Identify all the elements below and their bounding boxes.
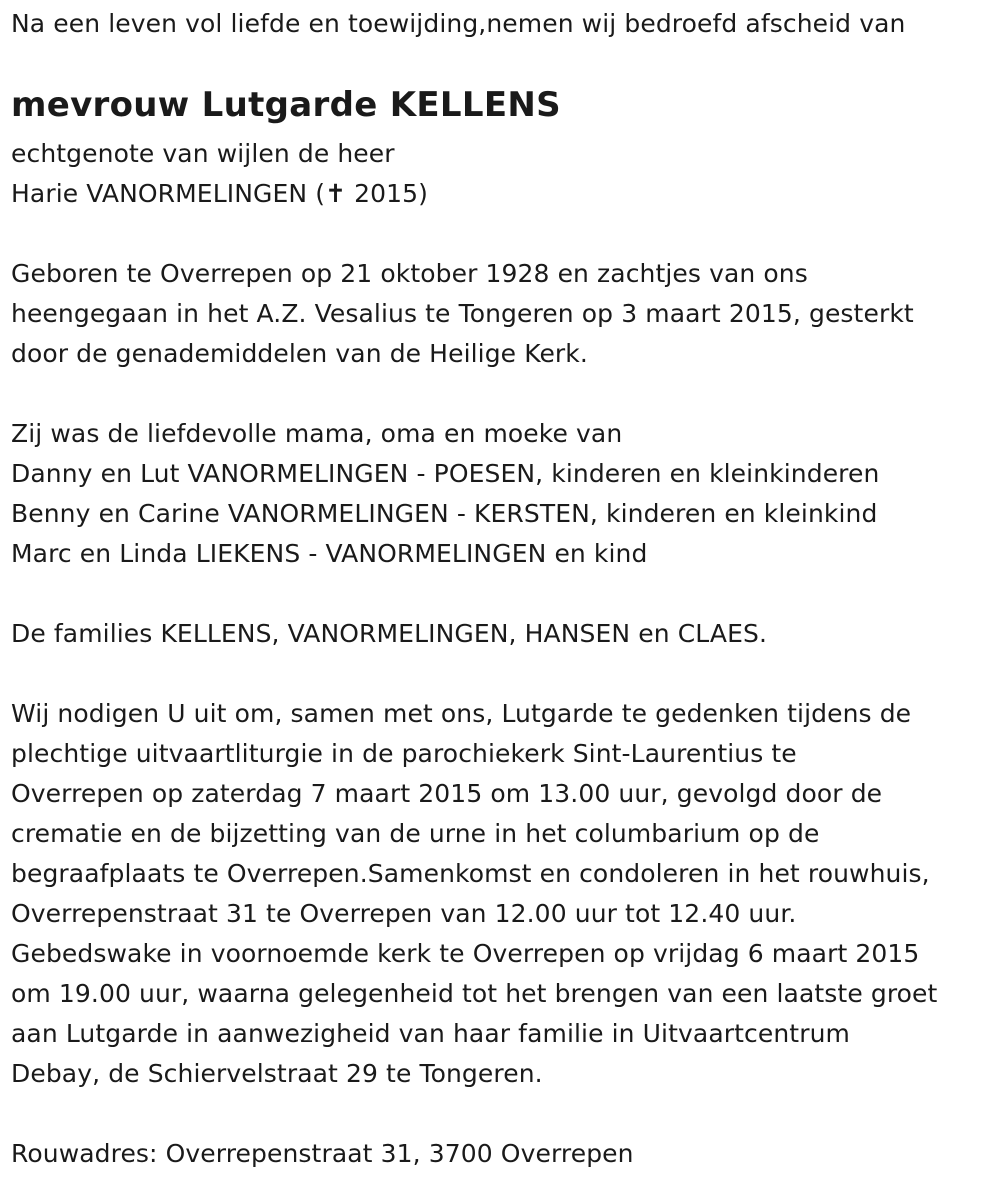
invitation-line: Debay, de Schiervelstraat 29 te Tongeren. <box>11 1059 543 1088</box>
invitation-line: om 19.00 uur, waarna gelegenheid tot het brengen van een laatste groet <box>11 979 938 1008</box>
birth-line: heengegaan in het A.Z. Vesalius te Tongeren op 3 maart 2015, gesterkt <box>11 299 914 328</box>
invitation-line: Overrepenstraat 31 te Overrepen van 12.00 uur tot 12.40 uur. <box>11 899 797 928</box>
family-line: Marc en Linda LIEKENS - VANORMELINGEN en kind <box>11 539 648 568</box>
birth-line: door de genademiddelen van de Heilige Kerk. <box>11 339 588 368</box>
spouse-line: Harie VANORMELINGEN (✝ 2015) <box>11 179 429 208</box>
birth-line: Geboren te Overrepen op 21 oktober 1928 en zachtjes van ons <box>11 259 808 288</box>
invitation-line: Wij nodigen U uit om, samen met ons, Lutgarde te gedenken tijdens de <box>11 699 912 728</box>
mourning-address: Rouwadres: Overrepenstraat 31, 3700 Overrepen <box>11 1139 634 1168</box>
family-line: Benny en Carine VANORMELINGEN - KERSTEN, kinderen en kleinkind <box>11 499 878 528</box>
families-line: De families KELLENS, VANORMELINGEN, HANSEN en CLAES. <box>11 619 767 648</box>
deceased-name: mevrouw Lutgarde KELLENS <box>11 85 561 125</box>
invitation-line: crematie en de bijzetting van de urne in het columbarium op de <box>11 819 820 848</box>
family-line: Danny en Lut VANORMELINGEN - POESEN, kinderen en kleinkinderen <box>11 459 880 488</box>
spouse-line: echtgenote van wijlen de heer <box>11 139 395 168</box>
invitation-line: begraafplaats te Overrepen.Samenkomst en condoleren in het rouwhuis, <box>11 859 930 888</box>
invitation-line: Gebedswake in voornoemde kerk te Overrepen op vrijdag 6 maart 2015 <box>11 939 920 968</box>
invitation-line: aan Lutgarde in aanwezigheid van haar familie in Uitvaartcentrum <box>11 1019 850 1048</box>
invitation-line: Overrepen op zaterdag 7 maart 2015 om 13.00 uur, gevolgd door de <box>11 779 883 808</box>
intro-text: Na een leven vol liefde en toewijding,nemen wij bedroefd afscheid van <box>11 9 906 38</box>
invitation-line: plechtige uitvaartliturgie in de parochiekerk Sint-Laurentius te <box>11 739 797 768</box>
family-line: Zij was de liefdevolle mama, oma en moeke van <box>11 419 623 448</box>
